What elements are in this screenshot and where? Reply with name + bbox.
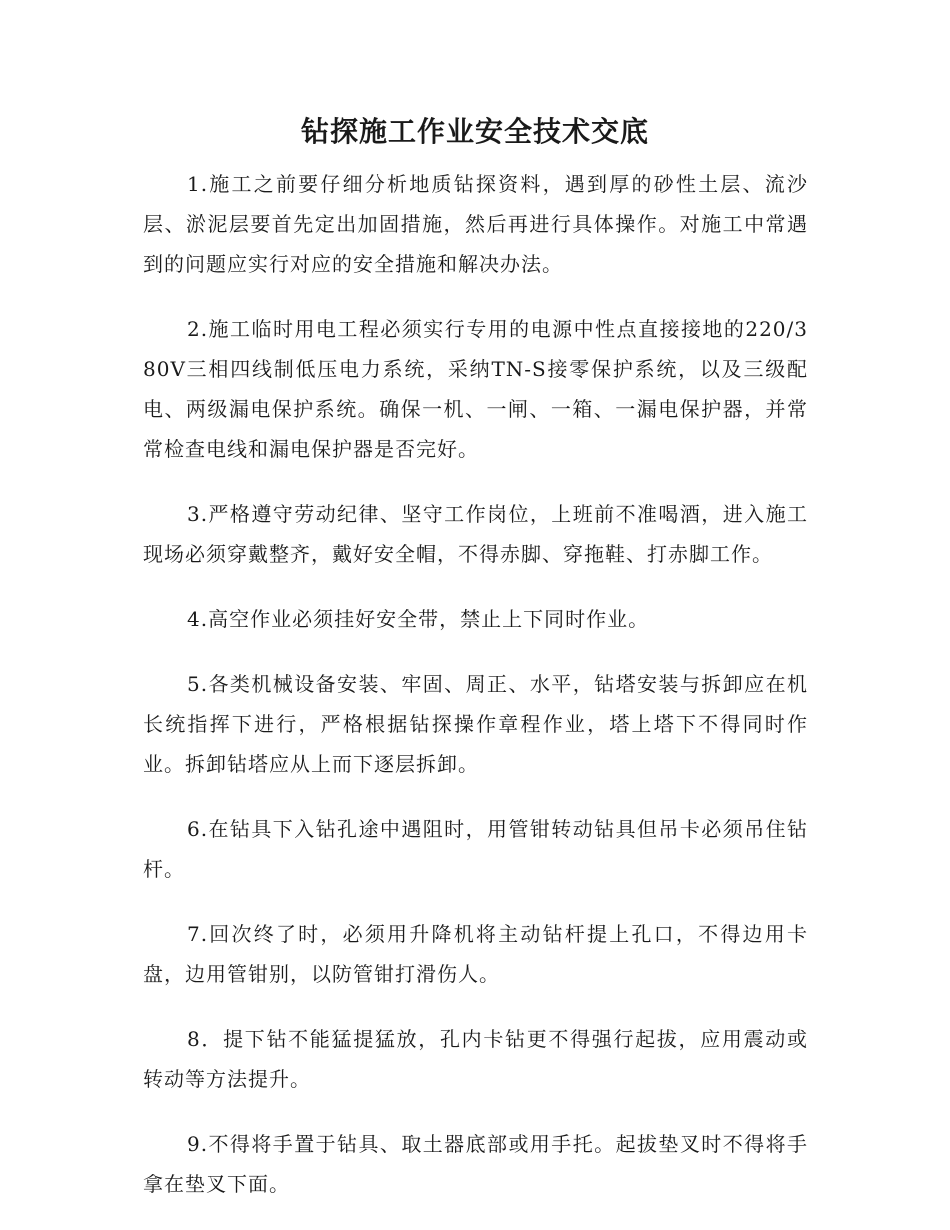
paragraph-6: 6.在钻具下入钻孔途中遇阻时，用管钳转动钻具但吊卡必须吊住钻杆。 <box>143 817 808 881</box>
document-body <box>143 164 808 1229</box>
document-title: 钻探施工作业安全技术交底 <box>300 115 649 148</box>
paragraph-3: 3.严格遵守劳动纪律、坚守工作岗位，上班前不准喝酒，进入施工现场必须穿戴整齐，戴好安全帽，不得赤脚、穿拖鞋、打赤脚工作。 <box>143 502 808 566</box>
paragraph-5: 5.各类机械设备安装、牢固、周正、水平，钻塔安装与拆卸应在机长统指挥下进行，严格根据钻探操作章程作业，塔上塔下不得同时作业。拆卸钻塔应从上而下逐层拆卸。 <box>143 672 808 776</box>
paragraph-9: 9.不得将手置于钻具、取土器底部或用手托。起拔垫叉时不得将手拿在垫叉下面。 <box>143 1132 808 1196</box>
paragraph-1: 1.施工之前要仔细分析地质钻探资料，遇到厚的砂性土层、流沙层、淤泥层要首先定出加固措施，然后再进行具体操作。对施工中常遇到的问题应实行对应的安全措施和解决办法。 <box>143 172 808 276</box>
paragraph-7: 7.回次终了时，必须用升降机将主动钻杆提上孔口，不得边用卡盘，边用管钳别，以防管钳打滑伤人。 <box>143 922 808 986</box>
paragraph-8: 8．提下钻不能猛提猛放，孔内卡钻更不得强行起拔，应用震动或转动等方法提升。 <box>143 1027 808 1091</box>
paragraph-2: 2.施工临时用电工程必须实行专用的电源中性点直接接地的220/380V三相四线制低压电力系统，采纳TN-S接零保护系统，以及三级配电、两级漏电保护系统。确保一机、一闸、一箱、一漏电保护器，并常常检查电线和漏电保护器是否完好。 <box>143 317 808 461</box>
paragraph-4: 4.高空作业必须挂好安全带，禁止上下同时作业。 <box>187 607 650 631</box>
